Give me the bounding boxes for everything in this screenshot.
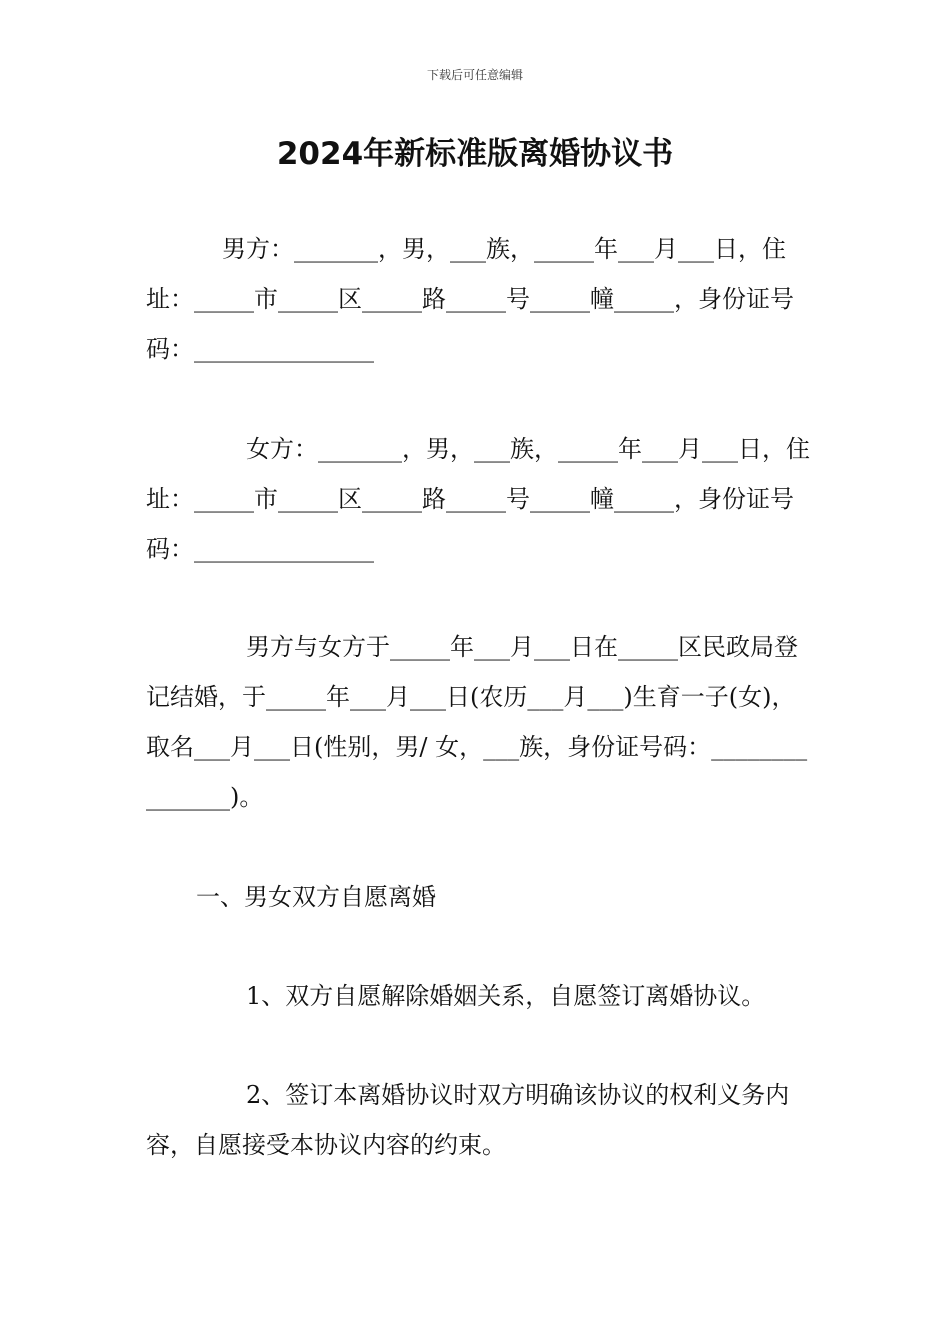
header-note: 下载后可任意编辑 — [426, 68, 523, 82]
marriage-info-paragraph: 男方与女方于_____年___月___日在_____区民政局登记结婚，于_____年___月___日(农历___月___)生育一子(女)，取名___月___日(性别，男/ 女，___族，身份证号码：_______________)。 — [146, 633, 808, 811]
male-party-paragraph: 男方：_______，男，___族，_____年___月___日，住址：_____市_____区_____路_____号_____幢_____，身份证号码：_______________ — [146, 235, 794, 363]
section-1-item-1: 1、双方自愿解除婚姻关系，自愿签订离婚协议。 — [246, 982, 766, 1010]
section-1-item-2: 2、签订本离婚协议时双方明确该协议的权利义务内容，自愿接受本协议内容的约束。 — [146, 1081, 790, 1159]
document-title: 2024年新标准版离婚协议书 — [276, 136, 674, 172]
section-1-heading: 一、男女双方自愿离婚 — [196, 883, 436, 911]
female-party-paragraph: 女方：_______，男，___族，_____年___月___日，住址：_____市_____区_____路_____号_____幢_____，身份证号码：_______________ — [146, 435, 810, 563]
